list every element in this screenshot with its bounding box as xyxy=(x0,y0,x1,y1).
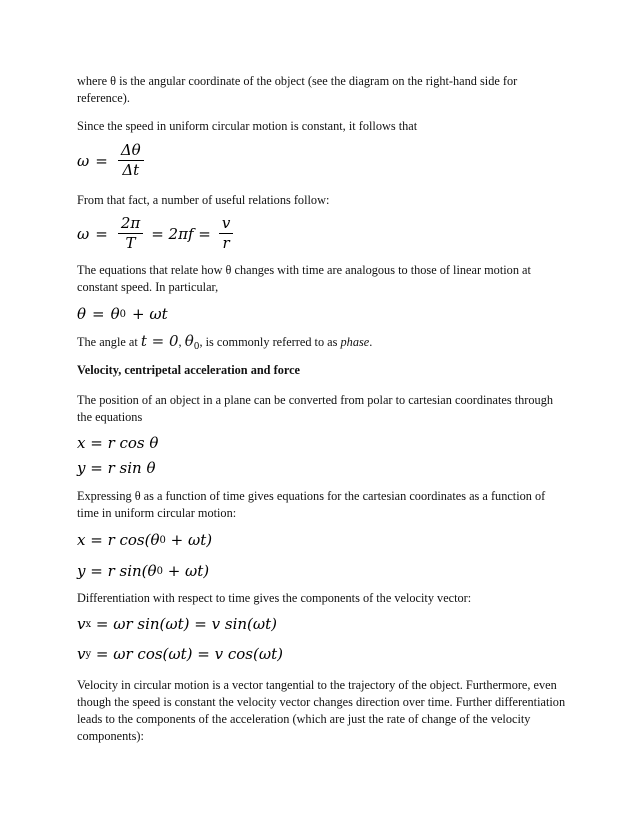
equation-vx xyxy=(77,615,277,633)
equation-theta-of-t xyxy=(77,305,168,323)
inline-theta-subscript: 0 xyxy=(193,342,200,352)
eq6-post: + ωt) xyxy=(165,531,213,549)
eq2-denominator-2: r xyxy=(222,234,230,252)
paragraph-polar-cartesian: The position of an object in a plane can be converted from polar to cartesian coordinates through the equations xyxy=(77,393,553,424)
equation-y-of-t xyxy=(77,562,209,580)
eq3-theta: θ xyxy=(110,305,120,323)
paragraph-linear-analogy: The equations that relate how θ changes with time are analogous to those of linear motion at constant speed. In particular, xyxy=(77,263,531,294)
eq3-rest: + ωt xyxy=(132,305,168,323)
eq8-subscript: x xyxy=(85,618,92,630)
phase-text-b: , is commonly referred to as xyxy=(199,335,338,349)
eq6-pre: x = r cos(θ xyxy=(77,531,160,549)
eq2-lhs: ω xyxy=(77,224,90,243)
eq1-lhs: ω xyxy=(77,151,90,170)
paragraph-angular-coordinate: where θ is the angular coordinate of the object (see the diagram on the right-hand side for reference). xyxy=(77,74,518,105)
eq9-v: v xyxy=(77,645,86,663)
equation-vy xyxy=(77,645,283,663)
eq7-post: + ωt) xyxy=(162,562,210,580)
eq1-fraction xyxy=(118,142,144,179)
eq2-equals: = xyxy=(95,224,108,243)
phase-word: phase xyxy=(340,335,370,349)
eq3-lhs: θ xyxy=(77,305,87,323)
eq2-fraction-1 xyxy=(118,215,143,252)
eq3-subscript: 0 xyxy=(119,308,127,320)
phase-text-a: The angle at xyxy=(77,335,138,349)
equation-x-of-t xyxy=(77,531,212,549)
equation-y-rsin: y = r sin θ xyxy=(77,459,156,477)
paragraph-useful-relations: From that fact, a number of useful relations follow: xyxy=(77,193,330,207)
equation-omega-relations xyxy=(77,215,237,252)
paragraph-phase: The angle at t = 0, $\theta_0$, is commonly referred to as phase. xyxy=(77,332,373,352)
paragraph-differentiation: Differentiation with respect to time gives the components of the velocity vector: xyxy=(77,591,472,605)
eq1-equals: = xyxy=(95,151,108,170)
paragraph-speed-constant: Since the speed in uniform circular motion is constant, it follows that xyxy=(77,119,418,133)
eq3-equals: = xyxy=(92,305,105,323)
equation-omega-delta xyxy=(77,142,148,179)
inline-t-equals-zero: t = 0 xyxy=(140,332,179,350)
paragraph-function-of-time: Expressing θ as a function of time gives equations for the cartesian coordinates as a function of time in uniform circular motion: xyxy=(77,489,546,520)
eq7-pre: y = r sin(θ xyxy=(77,562,157,580)
eq1-denominator: Δt xyxy=(122,161,140,179)
eq2-middle: = 2πf = xyxy=(151,224,211,243)
eq9-rest: = ωr cos(ωt) = v cos(ωt) xyxy=(91,645,283,663)
phase-text-end: . xyxy=(369,335,373,349)
section-heading: Velocity, centripetal acceleration and force xyxy=(77,363,300,377)
eq1-numerator: Δθ xyxy=(118,142,144,161)
eq2-numerator-2: v xyxy=(219,215,233,234)
eq9-subscript: y xyxy=(85,648,92,660)
inline-theta: θ xyxy=(184,332,194,350)
eq2-numerator-1: 2π xyxy=(118,215,143,234)
eq2-fraction-2 xyxy=(219,215,233,252)
eq8-v: v xyxy=(77,615,86,633)
eq6-subscript: 0 xyxy=(159,534,166,546)
eq7-subscript: 0 xyxy=(156,565,163,577)
equation-x-rcos: x = r cos θ xyxy=(77,434,159,452)
eq2-denominator-1: T xyxy=(125,234,136,252)
eq8-rest: = ωr sin(ωt) = v sin(ωt) xyxy=(91,615,277,633)
paragraph-velocity-tangential: Velocity in circular motion is a vector tangential to the trajectory of the object. Furthermore, even though the speed is constant the velocity vector changes direction over time. Further differentiation leads to the components of the acceleration (which are just the rate of change of the velocity components): xyxy=(77,678,566,743)
